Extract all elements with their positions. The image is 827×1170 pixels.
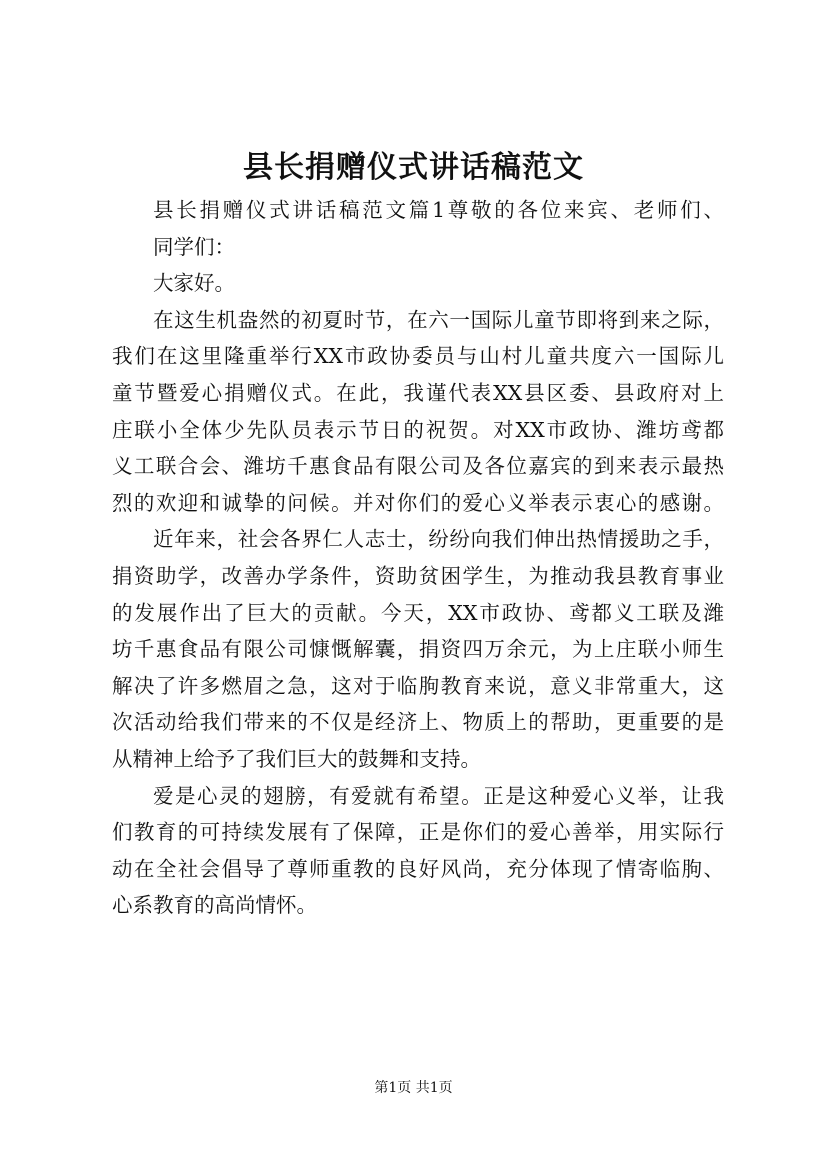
text-line: 的发展作出了巨大的贡献。今天，XX市政协、鸢都义工联及潍 — [112, 600, 724, 625]
text-line: 庄联小全体少先队员表示节日的祝贺。对XX市政协、潍坊鸢都 — [112, 417, 724, 442]
page-number-footer: 第1页 共1页 — [374, 1080, 453, 1096]
text-line: 从精神上给予了我们巨大的鼓舞和支持。 — [112, 746, 481, 771]
text-line: 近年来，社会各界仁人志士，纷纷向我们伸出热情援助之手， — [153, 527, 724, 552]
text-line: 解决了许多燃眉之急，这对于临朐教育来说，意义非常重大，这 — [112, 673, 724, 698]
text-line: 捐资助学，改善办学条件，资助贫困学生，为推动我县教育事业 — [112, 563, 724, 588]
text-line: 大家好。 — [153, 271, 235, 296]
text-line: 义工联合会、潍坊千惠食品有限公司及各位嘉宾的到来表示最热 — [112, 454, 724, 479]
text-line: 在这生机盎然的初夏时节，在六一国际儿童节即将到来之际， — [153, 307, 724, 332]
text-line: 县长捐赠仪式讲话稿范文篇1尊敬的各位来宾、老师们、 — [153, 198, 724, 222]
text-line: 爱是心灵的翅膀，有爱就有希望。正是这种爱心义举，让我 — [153, 783, 724, 808]
document-title: 县长捐赠仪式讲话稿范文 — [243, 150, 584, 185]
text-line: 同学们： — [153, 234, 235, 259]
text-line: 们教育的可持续发展有了保障，正是你们的爱心善举，用实际行 — [112, 820, 724, 845]
text-line: 坊千惠食品有限公司慷慨解囊，捐资四万余元，为上庄联小师生 — [112, 637, 724, 662]
text-line: 动在全社会倡导了尊师重教的良好风尚，充分体现了情寄临朐、 — [112, 856, 724, 881]
text-line: 童节暨爱心捐赠仪式。在此，我谨代表XX县区委、县政府对上 — [112, 380, 724, 405]
document-body — [112, 192, 724, 924]
text-line: 次活动给我们带来的不仅是经济上、物质上的帮助，更重要的是 — [112, 710, 724, 735]
text-line: 烈的欢迎和诚挚的问候。并对你们的爱心义举表示衷心的感谢。 — [112, 490, 724, 515]
text-line: 心系教育的高尚情怀。 — [112, 893, 317, 918]
text-line: 我们在这里隆重举行XX市政协委员与山村儿童共度六一国际儿 — [112, 344, 724, 369]
